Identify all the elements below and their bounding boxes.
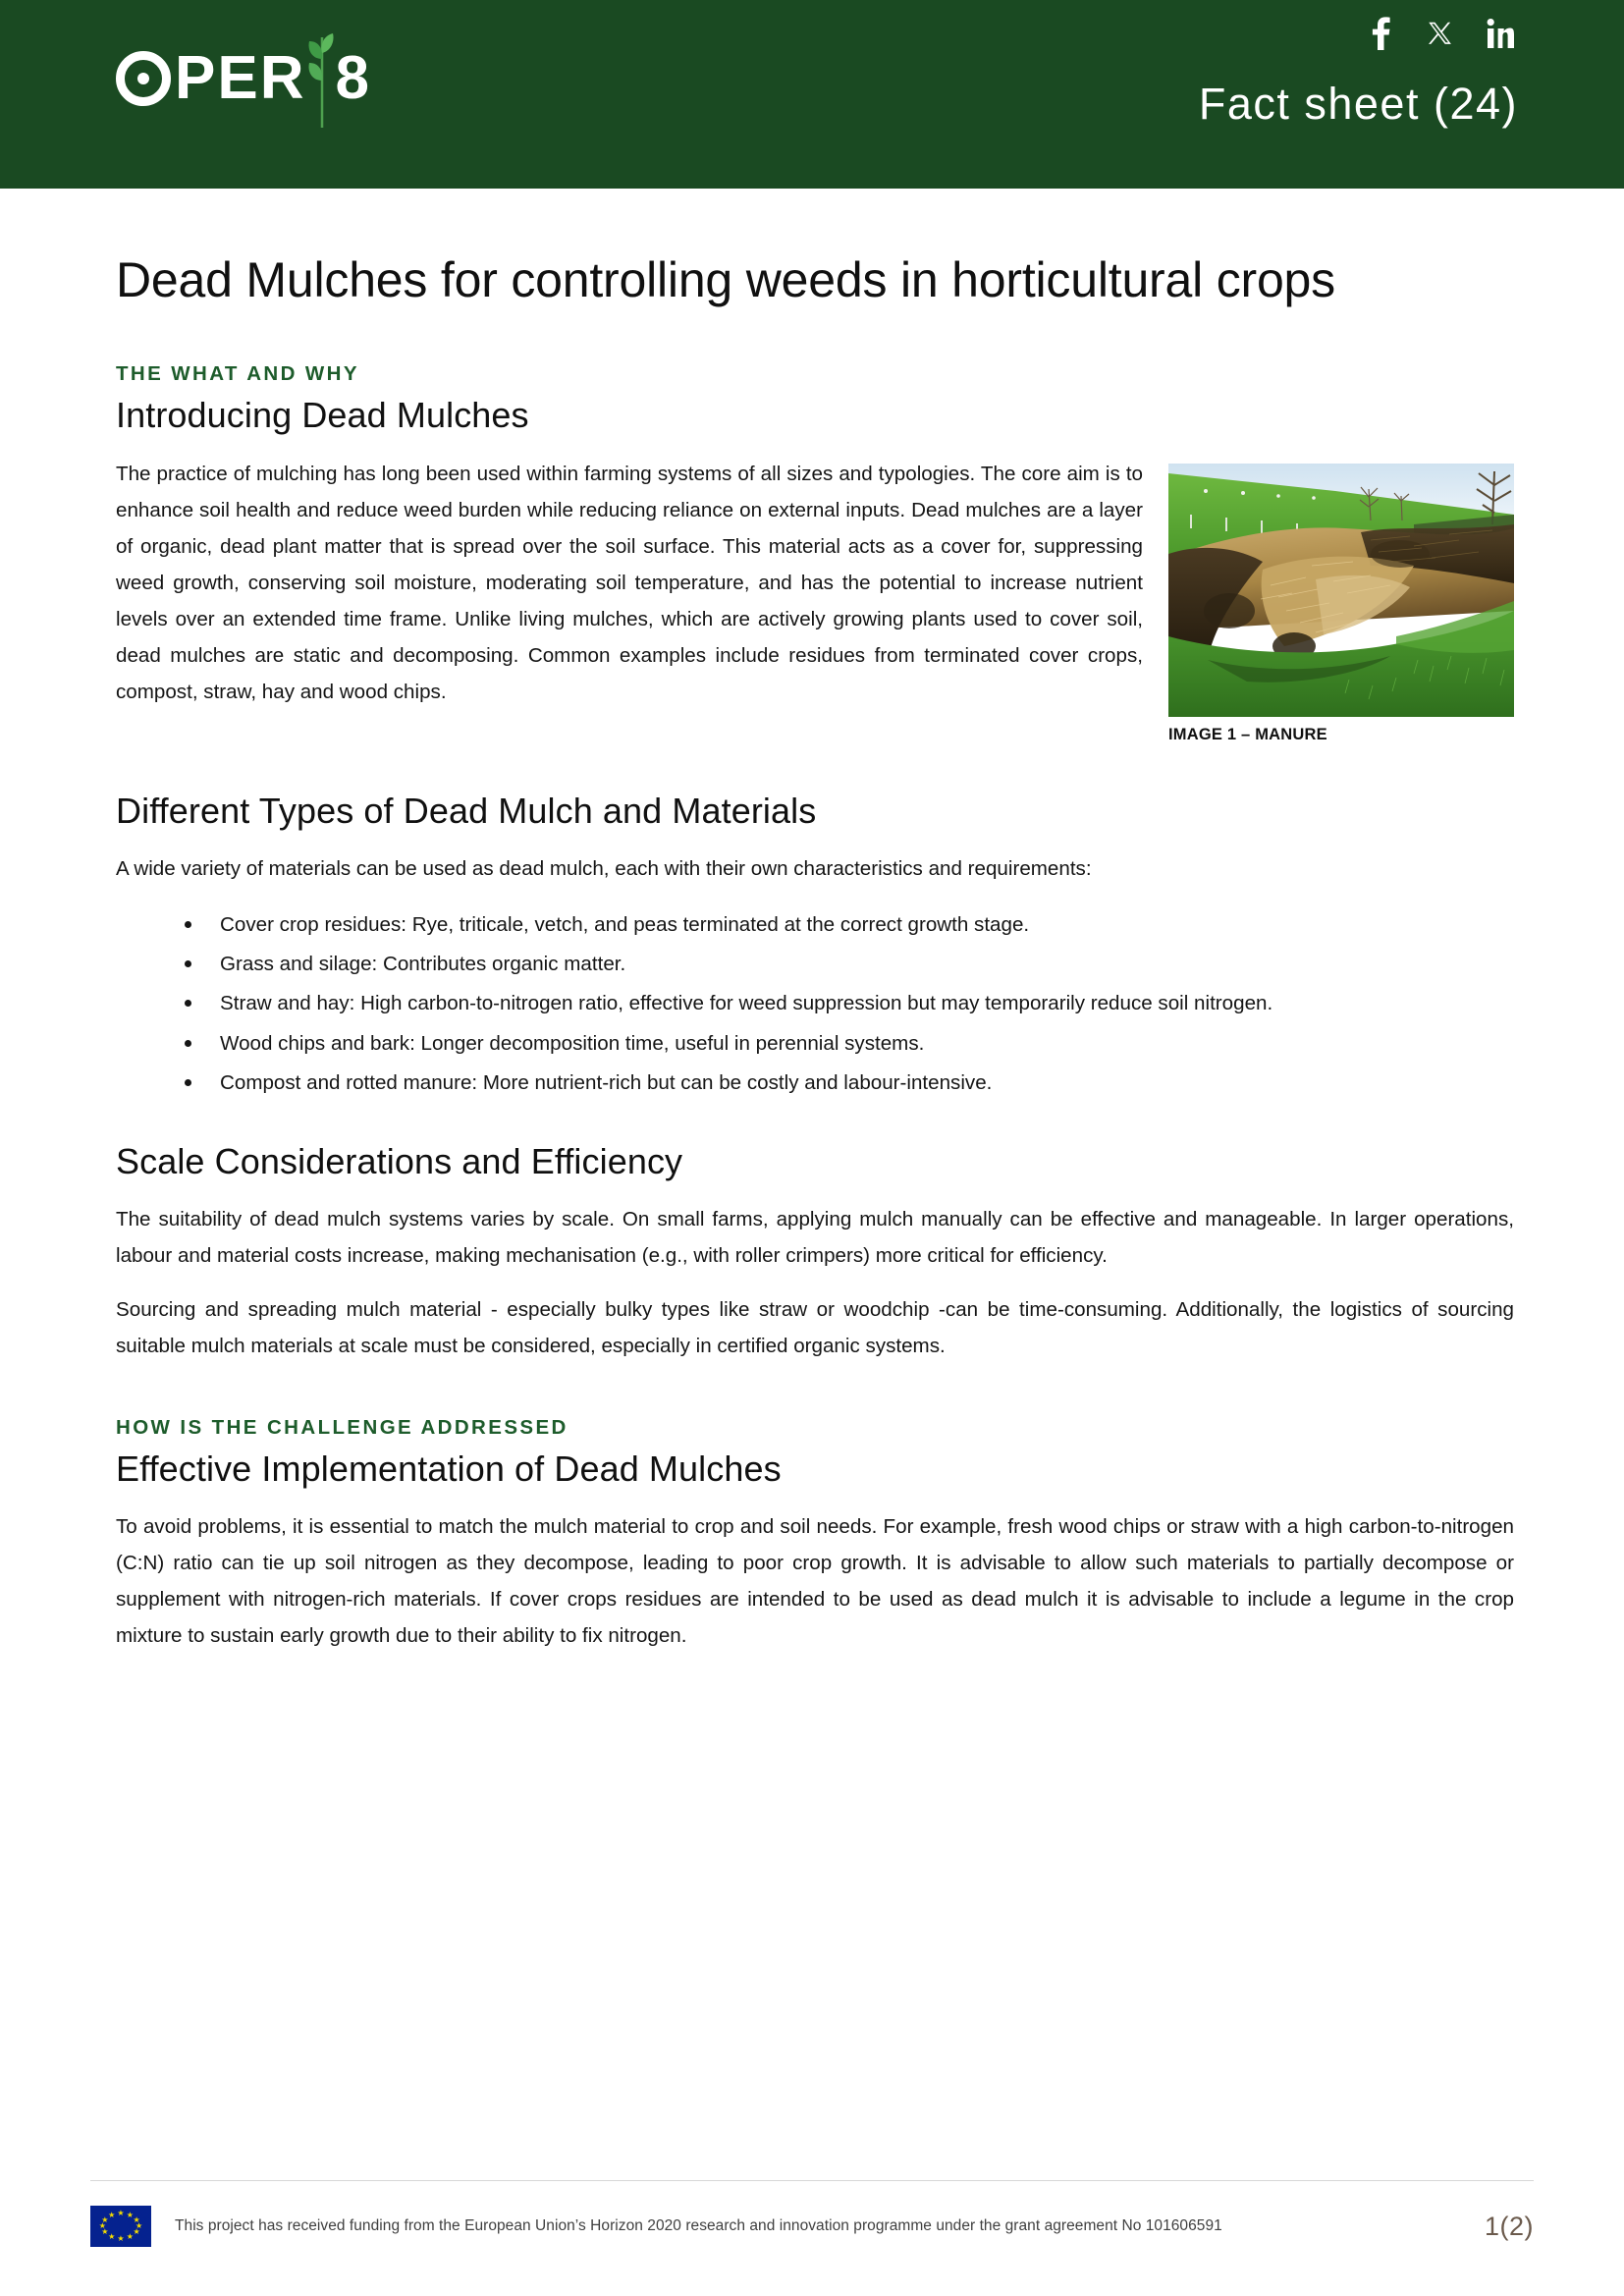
paragraph-effective-implementation: To avoid problems, it is essential to match the mulch material to crop and soil needs. For example, fresh wood chips or straw with a high carbon-to-nitrogen (C:N) ratio can tie up soil nitrogen as they decompose, leading to poor crop growth. It is advisable to allow such materials to partially decompose or supplement with nitrogen-rich materials. If cover crops residues are intended to be used as dead mulch it is advisable to include a legume in the crop mixture to sustain early growth due to their ability to fix nitrogen. [116,1515,1514,1648]
page-footer [0,2168,1624,2296]
paragraph-scale-2: Sourcing and spreading mulch material - especially bulky types like straw or woodchip -can be time-consuming. Additionally, the logistics of sourcing suitable mulch materials at scale must be considered, especially in certified organic systems. [116,1298,1514,1358]
eyebrow-what-and-why: THE WHAT AND WHY [116,362,359,385]
facebook-icon[interactable] [1369,16,1392,51]
eu-flag-icon [90,2206,151,2247]
eu-star-icon: ★ [101,2214,109,2224]
list-item: Wood chips and bark: Longer decomposition time, useful in perennial systems. [116,1025,1514,1062]
eu-star-icon: ★ [117,2233,125,2243]
list-item: Cover crop residues: Rye, triticale, vetch, and peas terminated at the correct growth stage. [116,906,1514,943]
logo-text-per: PER [175,44,306,112]
eu-star-icon: ★ [126,2211,134,2220]
fact-sheet-label: Fact sheet (24) [1198,79,1518,129]
page-number: 1(2) [1484,2211,1534,2241]
page-title: Dead Mulches for controlling weeds in horticultural crops [116,252,1335,307]
eu-star-icon: ★ [108,2231,116,2241]
list-item: Compost and rotted manure: More nutrient-rich but can be costly and labour-intensive. [116,1065,1514,1101]
eu-star-icon: ★ [126,2231,134,2241]
list-item: Grass and silage: Contributes organic matter. [116,946,1514,982]
social-links [1369,16,1514,51]
eu-star-icon: ★ [133,2214,140,2224]
funding-statement: This project has received funding from the European Union’s Horizon 2020 research and innovation programme under the grant agreement No 101606591 [175,2217,1222,2234]
linkedin-icon[interactable] [1487,16,1514,51]
eyebrow-how-is-the-challenge-addressed: HOW IS THE CHALLENGE ADDRESSED [116,1415,568,1439]
eu-star-icon: ★ [135,2221,143,2230]
page-content [0,249,1624,1654]
logo-wordmark [116,29,369,128]
list-item: Straw and hay: High carbon-to-nitrogen ratio, effective for weed suppression but may temporarily reduce soil nitrogen. [116,985,1514,1021]
eu-star-icon: ★ [108,2211,116,2220]
eu-star-icon: ★ [117,2209,125,2218]
heading-effective-implementation: Effective Implementation of Dead Mulches [116,1448,782,1489]
footer-divider [90,2180,1534,2181]
heading-scale-considerations: Scale Considerations and Efficiency [116,1140,683,1181]
figure-caption: IMAGE 1 – MANURE [1168,725,1327,743]
paragraph-introducing-dead-mulches: The practice of mulching has long been used within farming systems of all sizes and typologies. The core aim is to enhance soil health and reduce weed burden while reducing reliance on external inputs. Dead mulches are a layer of organic, dead plant matter that is spread over the soil surface. This material acts as a cover for, suppressing weed growth, conserving soil moisture, moderating soil temperature, and has the potential to increase nutrient levels over an extended time frame. Unlike living mulches, which are actively growing plants used to cover soil, dead mulches are static and decomposing. Common examples include residues from terminated cover crops, compost, straw, hay and wood chips. [116,462,1143,703]
logo-o-target-icon [116,51,171,106]
eu-star-icon: ★ [133,2227,140,2237]
eu-star-icon: ★ [101,2227,109,2237]
heading-introducing-dead-mulches: Introducing Dead Mulches [116,395,529,435]
figure-manure [1168,464,1514,744]
page-header [0,0,1624,189]
logo-text-eight: 8 [335,44,369,112]
sprout-icon [307,29,337,128]
eu-star-icon: ★ [98,2221,106,2230]
paragraph-scale-1: The suitability of dead mulch systems varies by scale. On small farms, applying mulch manually can be effective and manageable. In larger operations, labour and material costs increase, making mechanisation (e.g., with roller crimpers) more critical for efficiency. [116,1208,1514,1268]
oper8-logo[interactable] [116,29,369,128]
heading-types-of-dead-mulch: Different Types of Dead Mulch and Materials [116,790,817,831]
x-twitter-icon[interactable] [1428,16,1451,51]
list-mulch-materials [116,906,1514,1100]
paragraph-types-intro: A wide variety of materials can be used as dead mulch, each with their own characteristics and requirements: [116,857,1092,881]
manure-photo [1168,464,1514,717]
